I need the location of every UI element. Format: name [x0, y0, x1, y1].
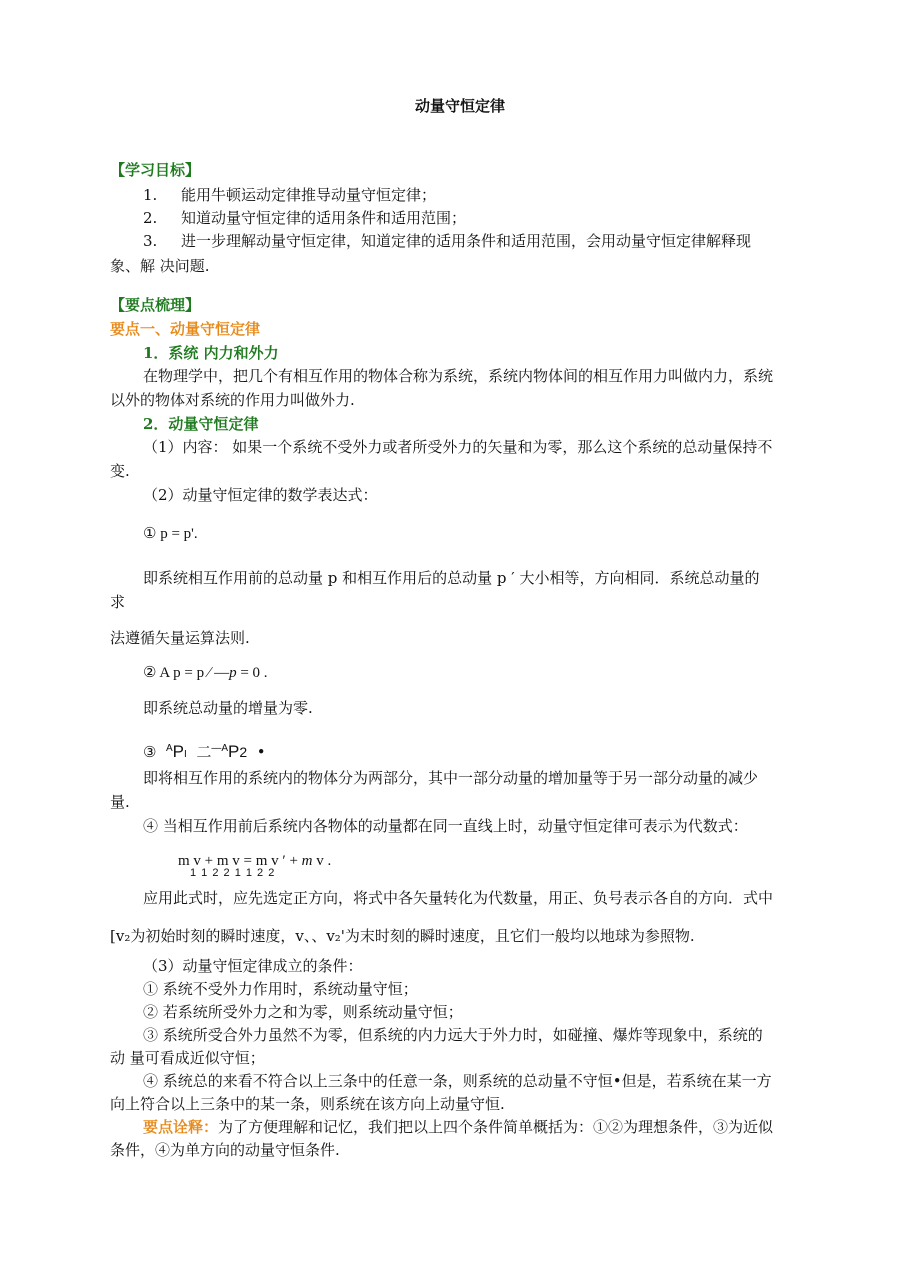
content-line2: 变.: [110, 462, 130, 480]
formula-3-sym: 二: [196, 743, 212, 761]
goal-num: 1.: [143, 186, 158, 204]
goal-text: 能用牛顿运动定律推导动量守恒定律；: [181, 186, 437, 204]
condition-3-line2: 动 量可看成近似守恒；: [110, 1049, 265, 1067]
formula-1: ① p = p'.: [143, 526, 198, 542]
formula-4-desc-line2: [v₂为初始时刻的瞬时速度，v、、v₂'为末时刻的瞬时速度，且它们一般均以地球为参照物.: [110, 927, 695, 945]
condition-1: ① 系统不受外力作用时，系统动量守恒；: [143, 980, 418, 998]
condition-4-line1: ④ 系统总的来看不符合以上三条中的任意一条，则系统的总动量不守恒•但是，若系统在某一方: [143, 1072, 772, 1090]
formula-3: [143, 739, 266, 765]
formula-3-num: ③: [143, 743, 157, 761]
goal-num: 2.: [143, 209, 158, 227]
section1-para-line2: 以外的物体对系统的作用力叫做外力.: [110, 391, 355, 409]
formula-2-var: p: [229, 665, 237, 681]
formula-3-sym: I: [184, 749, 187, 760]
formula-4-desc-line1: 应用此式时，应先选定正方向，将式中各矢量转化为代数量，用正、负号表示各自的方向．式中: [143, 889, 774, 907]
expression-heading: （2）动量守恒定律的数学表达式：: [143, 486, 378, 504]
formula-3-sym: P: [228, 742, 240, 761]
formula-3-sym: P: [172, 742, 185, 761]
goals-heading: 【学习目标】: [110, 161, 201, 179]
formula-2-desc: 即系统总动量的增量为零.: [143, 699, 313, 717]
formula-3-desc-line1: 即将相互作用的系统内的物体分为两部分，其中一部分动量的增加量等于另一部分动量的减少: [143, 769, 759, 787]
goal-text: 进一步理解动量守恒定律，知道定律的适用条件和适用范围，会用动量守恒定律解释现: [181, 232, 752, 250]
formula-2-part: ② A p = p ∕ —: [143, 665, 230, 681]
formula-3-sym: —A: [211, 743, 229, 754]
section1-title: 1．系统 内力和外力: [143, 344, 279, 362]
formula-3-sym: A: [166, 743, 173, 754]
condition-4-line2: 向上符合以上三条中的某一条，则系统在该方向上动量守恒.: [110, 1095, 505, 1113]
formula-1-desc-line3: 法遵循矢量运算法则.: [110, 629, 250, 647]
condition-2: ② 若系统所受外力之和为零，则系统动量守恒；: [143, 1003, 463, 1021]
section1-para-line1: 在物理学中，把几个有相互作用的物体合称为系统，系统内物体间的相互作用力叫做内力，系统: [143, 367, 774, 385]
review-heading: 【要点梳理】: [110, 296, 201, 314]
condition-3-line1: ③ 系统所受合外力虽然不为零，但系统的内力远大于外力时，如碰撞、爆炸等现象中，系统的: [143, 1026, 763, 1044]
goal-text: 知道动量守恒定律的适用条件和适用范围；: [181, 209, 467, 227]
section2-title: 2．动量守恒定律: [143, 415, 259, 433]
goal-item-3: [143, 231, 751, 251]
formula-4-intro: ④ 当相互作用前后系统内各物体的动量都在同一直线上时，动量守恒定律可表示为代数式：: [143, 817, 748, 835]
goal-item-2: [143, 208, 466, 228]
goal-num: 3.: [143, 232, 158, 250]
formula-4-part: v .: [312, 853, 332, 869]
note-text: 为了方便理解和记忆，我们把以上四个条件简单概括为：①②为理想条件，③为近似: [218, 1118, 774, 1136]
page-title: 动量守恒定律: [414, 97, 505, 115]
note-line1: [143, 1117, 773, 1137]
formula-2-part: = 0 .: [236, 665, 268, 681]
formula-4-var: m: [301, 853, 313, 869]
formula-4-subscripts: 1 1 2 2 1 1 2 2: [190, 867, 276, 879]
conditions-heading: （3）动量守恒定律成立的条件：: [143, 957, 363, 975]
goal-item-3-cont: 象、解 决问题.: [110, 257, 210, 275]
note-label: 要点诠释：: [143, 1118, 219, 1136]
goal-item-1: [143, 185, 436, 205]
formula-4-part: m v + m v = m v ′ +: [178, 853, 302, 869]
point1-heading: 要点一、动量守恒定律: [110, 320, 261, 338]
content-line1: （1）内容： 如果一个系统不受外力或者所受外力的矢量和为零，那么这个系统的总动量保持不: [143, 438, 773, 456]
formula-1-desc-line1: 即系统相互作用前的总动量 p 和相互作用后的总动量 p ′ 大小相等，方向相同．系统总动量的: [143, 569, 760, 587]
formula-3-sym: 2: [239, 744, 248, 760]
formula-1-desc-line2: 求: [110, 593, 126, 611]
note-line2: 条件，④为单方向的动量守恒条件.: [110, 1141, 340, 1159]
formula-2: [143, 663, 268, 683]
formula-3-sym: •: [256, 743, 266, 761]
formula-3-desc-line2: 量.: [110, 793, 130, 811]
